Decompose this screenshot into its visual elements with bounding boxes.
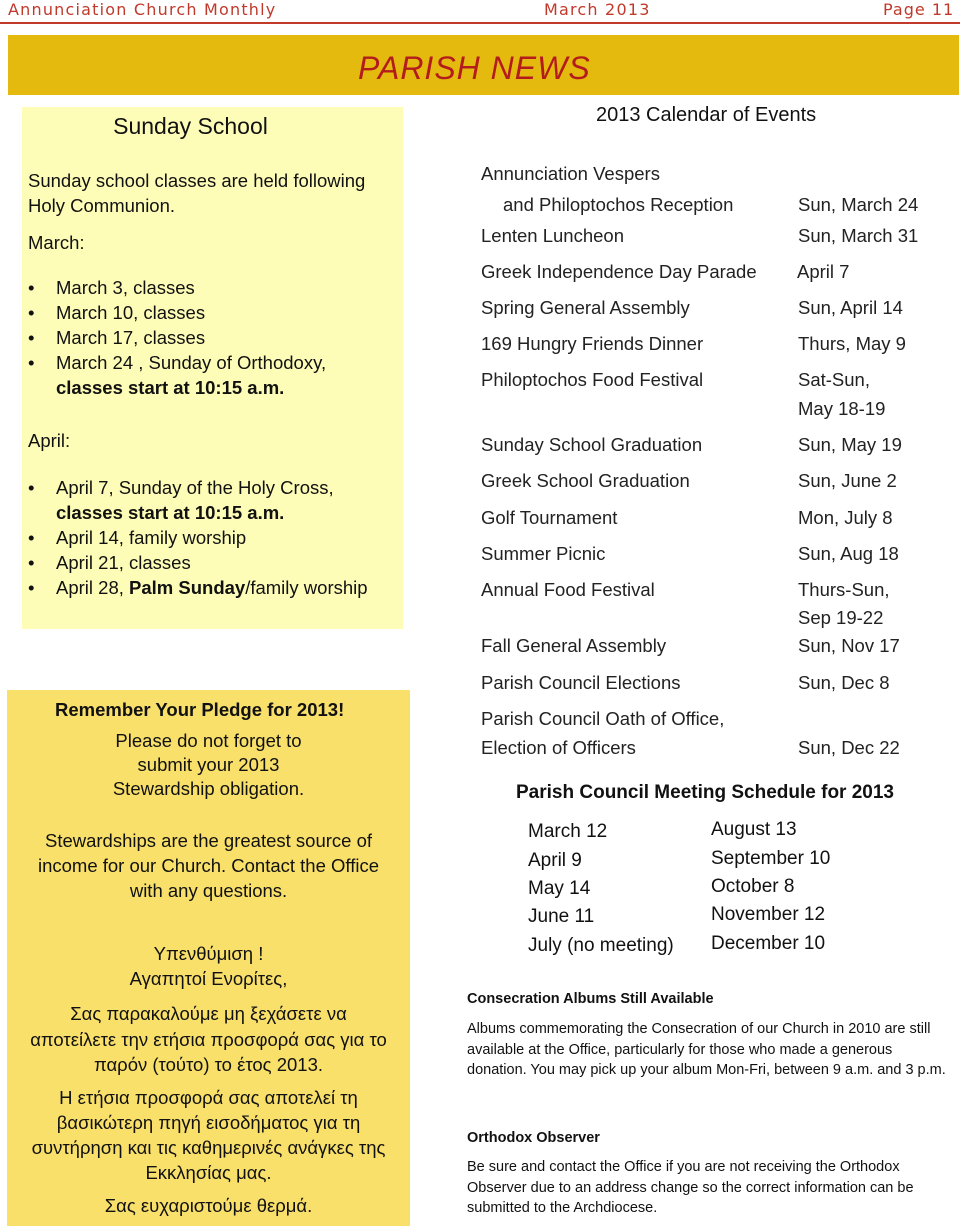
pledge-paragraph	[7, 828, 410, 903]
event-date: Sun, Nov 17	[798, 635, 900, 656]
event-name: Summer Picnic	[481, 543, 606, 564]
event-name: Annual Food Festival	[481, 579, 655, 600]
event-date: Thurs-Sun,	[798, 579, 890, 600]
event-name: Greek School Graduation	[481, 470, 690, 491]
march-list	[22, 275, 402, 375]
sunday-school-title: Sunday School	[113, 113, 268, 139]
issue-date: March 2013	[544, 0, 651, 19]
greek-greeting-block	[7, 941, 410, 991]
event-name: Annunciation Vespers	[481, 163, 660, 184]
greek-thanks: Σας ευχαριστούμε θερμά.	[104, 1195, 313, 1216]
greek-line: Η ετήσια προσφορά σας αποτελεί τη	[59, 1087, 358, 1108]
march-label: March:	[28, 232, 85, 253]
list-item: • April 7, Sunday of the Holy Cross,	[22, 475, 402, 500]
event-name: Parish Council Oath of Office,	[481, 708, 725, 729]
april-list	[22, 525, 402, 600]
header-rule	[0, 22, 960, 24]
event-name: Philoptochos Food Festival	[481, 369, 704, 390]
event-name: Golf Tournament	[481, 507, 618, 528]
sunday-school-intro: Sunday school classes are held following Holy Communion.	[28, 170, 366, 216]
pledge-line: submit your 2013	[137, 754, 280, 775]
greek-paragraph-2	[7, 1085, 410, 1185]
event-name: Sunday School Graduation	[481, 434, 703, 455]
list-item: • March 10, classes	[22, 300, 402, 325]
meeting-date: November 12	[711, 904, 826, 925]
greek-line: παρόν (τούτο) το έτος 2013.	[93, 1054, 324, 1075]
meeting-date: March 12	[528, 821, 608, 842]
list-item	[22, 575, 402, 600]
meeting-date: April 9	[528, 850, 582, 871]
observer-title: Orthodox Observer	[467, 1130, 600, 1146]
pledge-line: with any questions.	[129, 880, 288, 901]
event-date: Sun, Dec 8	[798, 672, 890, 693]
event-name: Parish Council Elections	[481, 672, 681, 693]
event-date: Thurs, May 9	[798, 333, 906, 354]
event-date: April 7	[797, 261, 850, 282]
event-name: Fall General Assembly	[481, 635, 667, 656]
albums-body: Albums commemorating the Consecration of our Church in 2010 are still available at the Office, particularly for those who made a generous donation. You may pick up your album Mon-Fri, between 9 a.m. and 3 p.m.	[467, 1021, 946, 1078]
event-date: Sun, Aug 18	[798, 543, 899, 564]
page-number: Page 11	[883, 0, 955, 19]
pledge-reminder	[7, 729, 410, 801]
event-date: Sun, March 24	[798, 194, 919, 215]
event-name: Lenten Luncheon	[481, 225, 624, 246]
event-name: and Philoptochos Reception	[503, 194, 734, 215]
pledge-line: Stewardships are the greatest source of	[44, 830, 372, 851]
event-date: Sun, April 14	[798, 297, 903, 318]
greek-greeting: Αγαπητοί Ενορίτες,	[129, 968, 288, 989]
council-schedule-title: Parish Council Meeting Schedule for 2013	[516, 782, 894, 803]
event-name: 169 Hungry Friends Dinner	[481, 333, 704, 354]
list-item: • April 14, family worship	[22, 525, 402, 550]
meeting-date: August 13	[711, 819, 797, 840]
event-date: Sun, May 19	[798, 434, 902, 455]
greek-title: Υπενθύμιση !	[153, 943, 264, 964]
event-date: Sun, Dec 22	[798, 737, 900, 758]
event-date: Sat-Sun,	[798, 369, 870, 390]
pledge-title: Remember Your Pledge for 2013!	[55, 699, 345, 720]
list-item: • March 3, classes	[22, 275, 402, 300]
calendar-title: 2013 Calendar of Events	[596, 104, 817, 126]
magazine-title: Annunciation Church Monthly	[8, 0, 277, 19]
banner-title: PARISH NEWS	[358, 50, 591, 86]
palm-sunday-label: Palm Sunday	[129, 577, 246, 598]
list-item-prefix: April 28,	[56, 577, 130, 598]
greek-line: βασικώτερη πηγή εισοδήματος για τη	[56, 1112, 361, 1133]
pledge-line: income for our Church. Contact the Office	[37, 855, 380, 876]
pledge-line: Please do not forget to	[115, 730, 302, 751]
greek-line: Εκκλησίας μας.	[145, 1162, 272, 1183]
greek-line: Σας παρακαλούμε μη ξεχάσετε να	[70, 1003, 347, 1024]
event-name: Greek Independence Day Parade	[481, 261, 757, 282]
meeting-date: December 10	[711, 933, 826, 954]
list-item: • March 24 , Sunday of Orthodoxy,	[22, 350, 402, 375]
event-name: Election of Officers	[481, 737, 636, 758]
meeting-date: May 14	[528, 878, 591, 899]
event-date: Sep 19-22	[798, 607, 884, 628]
observer-body: Be sure and contact the Office if you are not receiving the Orthodox Observer due to an address change so the correct information can be submitted to the Archdiocese.	[467, 1159, 914, 1216]
event-date: May 18-19	[798, 398, 886, 419]
albums-title: Consecration Albums Still Available	[467, 991, 714, 1007]
list-item: • March 17, classes	[22, 325, 402, 350]
event-date: Mon, July 8	[798, 507, 893, 528]
march-note: classes start at 10:15 a.m.	[56, 377, 285, 398]
april-note: classes start at 10:15 a.m.	[56, 502, 285, 523]
pledge-line: Stewardship obligation.	[112, 778, 305, 799]
list-item: • April 21, classes	[22, 550, 402, 575]
meeting-date: October 8	[711, 876, 795, 897]
greek-line: αποτείλετε την ετήσια προσφορά σας για το	[30, 1028, 387, 1050]
april-label: April:	[28, 430, 71, 451]
event-date: Sun, June 2	[798, 470, 897, 491]
list-item-suffix: /family worship	[245, 577, 368, 598]
meeting-date: June 11	[528, 906, 595, 927]
event-date: Sun, March 31	[798, 225, 919, 246]
greek-paragraph-1	[7, 1001, 410, 1078]
greek-line: συντήρηση και τις καθημερινές ανάγκες της	[31, 1137, 386, 1158]
meeting-date: July (no meeting)	[528, 935, 674, 956]
meeting-date: September 10	[711, 848, 831, 869]
event-name: Spring General Assembly	[481, 297, 690, 318]
april-list-first	[22, 475, 402, 500]
